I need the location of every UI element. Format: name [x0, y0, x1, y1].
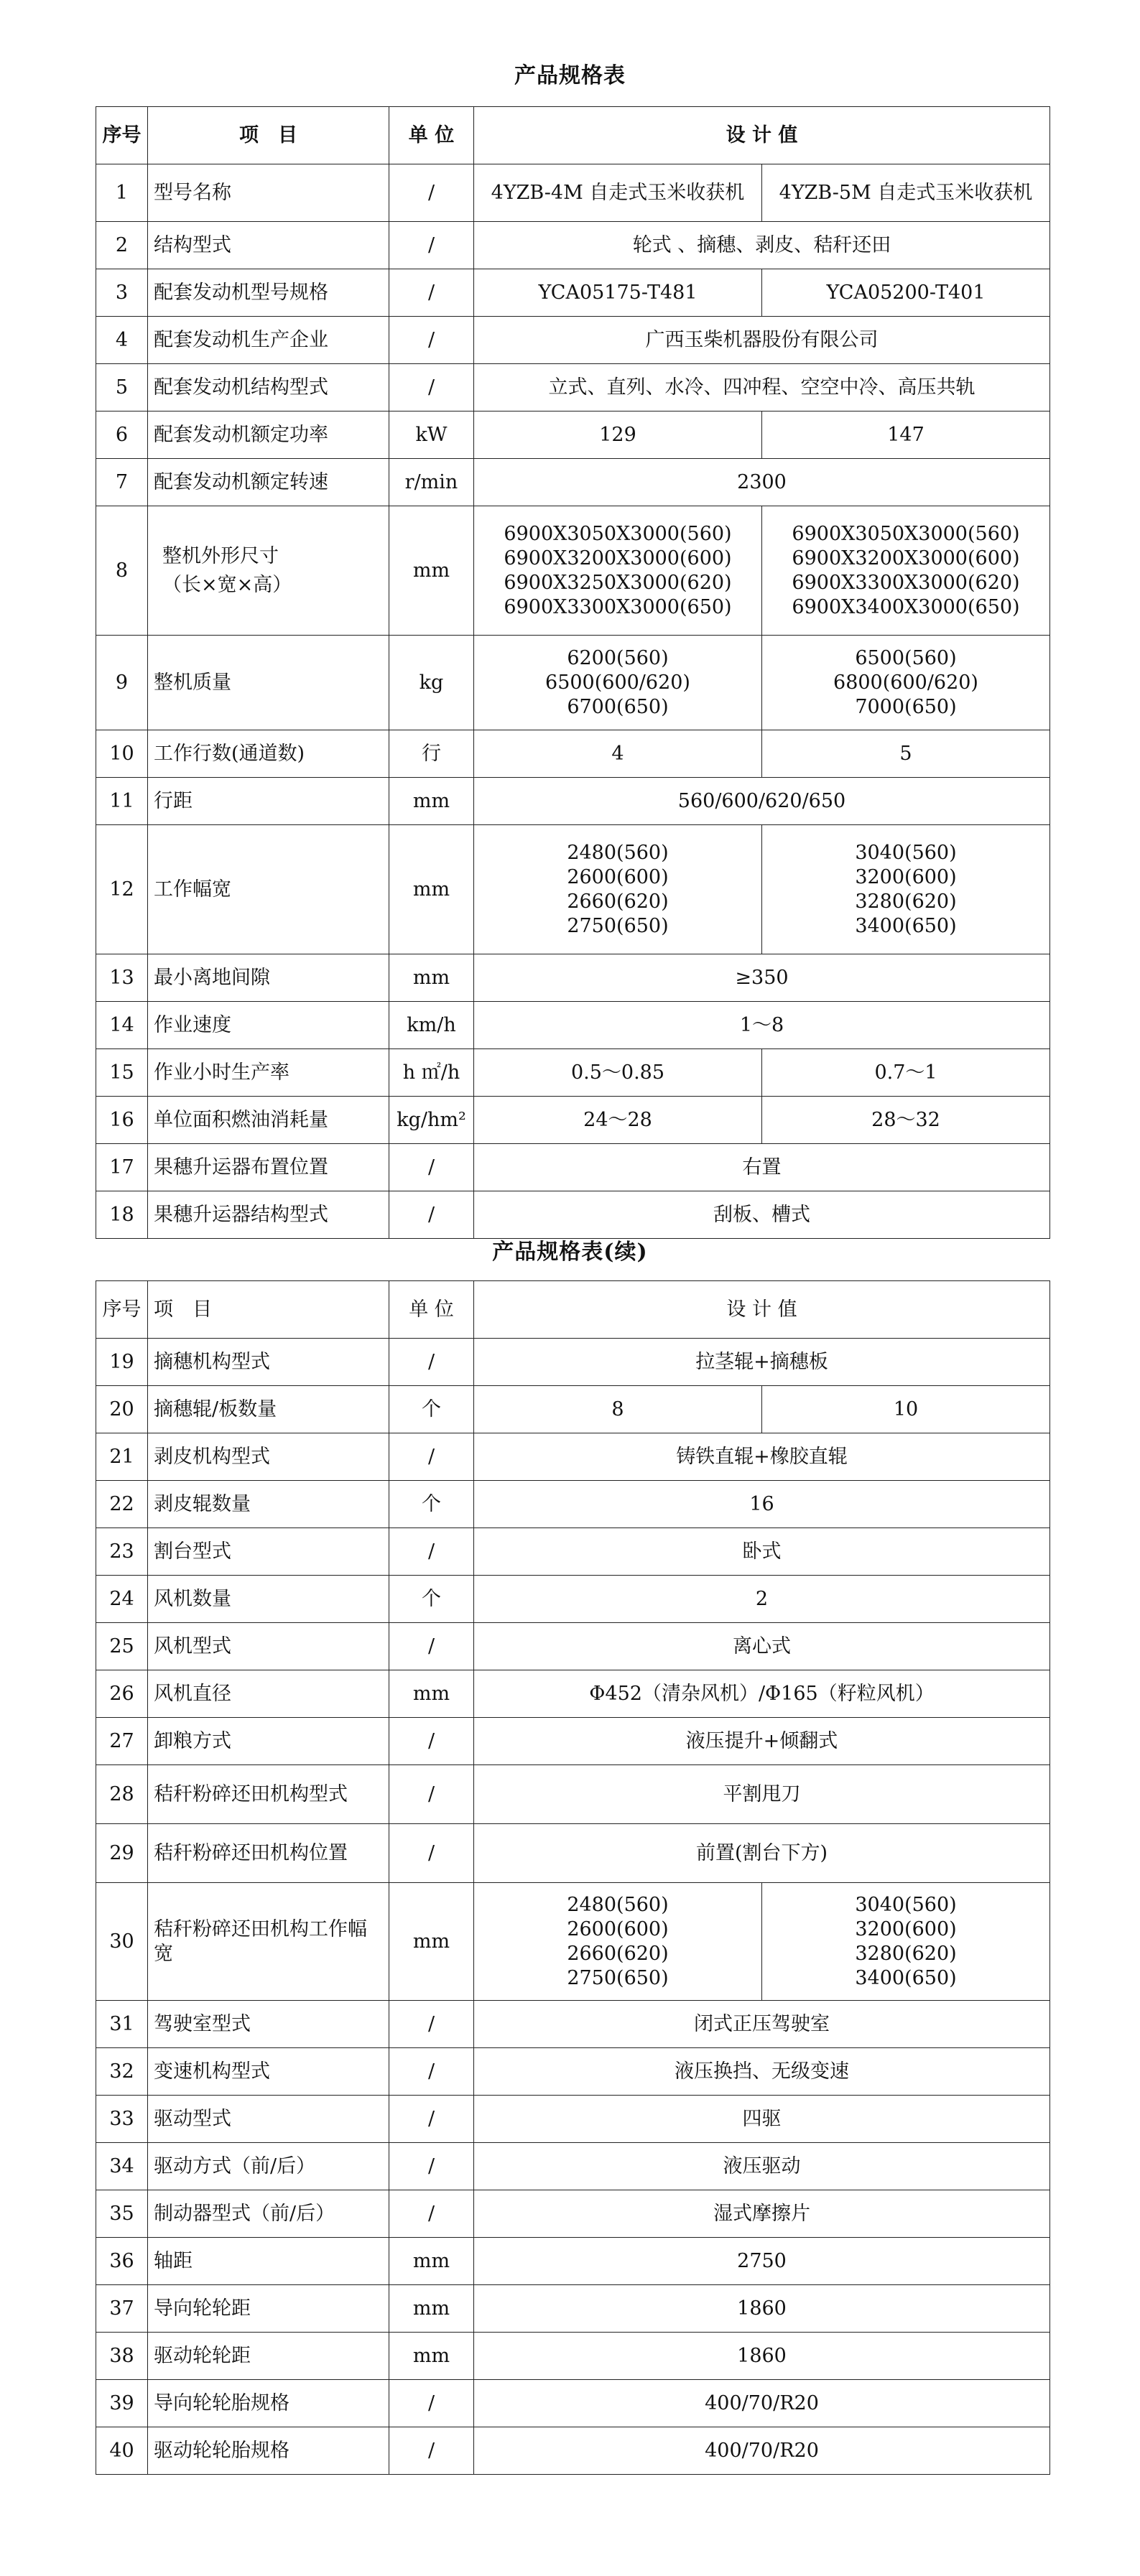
spec-table-continued-body [96, 1281, 1050, 2475]
header-unit: 单 位 [389, 107, 474, 164]
value-merged: 前置(割台下方) [474, 1824, 1050, 1883]
row-number: 15 [96, 1049, 148, 1097]
row-number: 1 [96, 164, 148, 222]
unit: mm [389, 506, 474, 636]
table-title: 产品规格表 [514, 63, 626, 88]
table-row [96, 1191, 1050, 1239]
item-name: 剥皮辊数量 [148, 1481, 389, 1528]
header-no: 序号 [96, 107, 148, 164]
value-line: 6900X3200X3000(600) [792, 547, 1020, 569]
table-row [96, 1528, 1050, 1576]
value-line: 3280(620) [855, 1942, 957, 1965]
value-line: 7000(650) [855, 695, 957, 718]
value-merged: Φ452（清杂风机）/Φ165（籽粒风机） [474, 1670, 1050, 1718]
table-row [96, 1883, 1050, 2001]
unit: mm [389, 954, 474, 1002]
table-row [96, 1670, 1050, 1718]
item-name: 导向轮轮距 [148, 2285, 389, 2333]
table-row [96, 730, 1050, 778]
row-number: 31 [96, 2001, 148, 2048]
value-merged: 液压驱动 [474, 2143, 1050, 2190]
value-line: 3200(600) [855, 865, 957, 888]
unit: kW [389, 411, 474, 459]
item-name: 配套发动机额定转速 [148, 459, 389, 506]
value-model-5m: 5 [762, 730, 1050, 778]
item-name: 作业速度 [148, 1002, 389, 1049]
item-name: 驱动轮轮距 [148, 2333, 389, 2380]
header-row [96, 107, 1050, 164]
unit: / [389, 2380, 474, 2427]
table-row [96, 1097, 1050, 1144]
row-number: 39 [96, 2380, 148, 2427]
item-name: 风机数量 [148, 1576, 389, 1623]
value-line: 6900X3250X3000(620) [504, 571, 732, 594]
row-number: 11 [96, 778, 148, 825]
unit: km/h [389, 1002, 474, 1049]
unit: / [389, 1824, 474, 1883]
unit: / [389, 164, 474, 222]
table-row [96, 2427, 1050, 2475]
value-merged: 广西玉柴机器股份有限公司 [474, 317, 1050, 364]
unit: 行 [389, 730, 474, 778]
value-merged: 右置 [474, 1144, 1050, 1191]
row-number: 22 [96, 1481, 148, 1528]
table-row [96, 1824, 1050, 1883]
value-line: 6700(650) [567, 695, 669, 718]
unit: / [389, 2096, 474, 2143]
header-unit: 单 位 [389, 1281, 474, 1339]
value-line: 6900X3050X3000(560) [792, 522, 1020, 545]
spec-table-body [96, 107, 1050, 1239]
unit: / [389, 2143, 474, 2190]
value-merged: 2300 [474, 459, 1050, 506]
value-merged: 16 [474, 1481, 1050, 1528]
item-name: 配套发动机生产企业 [148, 317, 389, 364]
value-line: 3040(560) [855, 1893, 957, 1916]
value-line: 2600(600) [567, 1917, 669, 1940]
item-name: 果穗升运器布置位置 [148, 1144, 389, 1191]
value-line: 6200(560) [567, 646, 669, 669]
value-merged: 2750 [474, 2238, 1050, 2285]
row-number: 40 [96, 2427, 148, 2475]
header-row [96, 1281, 1050, 1339]
row-number: 21 [96, 1433, 148, 1481]
table-row [96, 1144, 1050, 1191]
unit: / [389, 269, 474, 317]
item-name: 工作幅宽 [148, 825, 389, 954]
table-row [96, 2380, 1050, 2427]
row-number: 12 [96, 825, 148, 954]
item-name: 割台型式 [148, 1528, 389, 1576]
value-line: 2660(620) [567, 1942, 669, 1965]
row-number: 25 [96, 1623, 148, 1670]
value-line: 2600(600) [567, 865, 669, 888]
row-number: 34 [96, 2143, 148, 2190]
value-merged: 1～8 [474, 1002, 1050, 1049]
value-merged: 湿式摩擦片 [474, 2190, 1050, 2238]
unit: mm [389, 1670, 474, 1718]
spec-table-continued [96, 1280, 1050, 2475]
table-row [96, 2333, 1050, 2380]
value-model-4m: 8 [474, 1386, 762, 1433]
row-number: 8 [96, 506, 148, 636]
header-item: 项 目 [148, 107, 389, 164]
value-merged: 400/70/R20 [474, 2427, 1050, 2475]
row-number: 4 [96, 317, 148, 364]
row-number: 20 [96, 1386, 148, 1433]
table-row [96, 459, 1050, 506]
table-row [96, 164, 1050, 222]
unit: / [389, 364, 474, 411]
row-number: 13 [96, 954, 148, 1002]
value-line: 3400(650) [855, 1966, 957, 1989]
unit: r/min [389, 459, 474, 506]
table-row [96, 2096, 1050, 2143]
value-model-5m: YCA05200-T401 [762, 269, 1050, 317]
unit: 个 [389, 1386, 474, 1433]
unit: h ㎡/h [389, 1049, 474, 1097]
row-number: 24 [96, 1576, 148, 1623]
row-number: 2 [96, 222, 148, 269]
value-line: 6800(600/620) [833, 671, 978, 694]
item-name: 导向轮轮胎规格 [148, 2380, 389, 2427]
value-model-4m [474, 825, 762, 954]
value-model-4m: 4YZB-4M 自走式玉米收获机 [474, 164, 762, 222]
item-name: 变速机构型式 [148, 2048, 389, 2096]
value-model-4m [474, 636, 762, 730]
value-merged: 四驱 [474, 2096, 1050, 2143]
value-line: 3200(600) [855, 1917, 957, 1940]
item-name [148, 506, 389, 636]
table-row [96, 222, 1050, 269]
value-line: 6900X3300X3000(650) [504, 595, 732, 618]
value-merged: 液压提升+倾翻式 [474, 1718, 1050, 1765]
unit: 个 [389, 1481, 474, 1528]
table-row [96, 1481, 1050, 1528]
value-merged: 1860 [474, 2285, 1050, 2333]
row-number: 36 [96, 2238, 148, 2285]
row-number: 16 [96, 1097, 148, 1144]
value-line: 2750(650) [567, 914, 669, 937]
item-name: 驱动型式 [148, 2096, 389, 2143]
item-name: 行距 [148, 778, 389, 825]
value-model-5m [762, 506, 1050, 636]
value-line: 6900X3050X3000(560) [504, 522, 732, 545]
item-name: 摘穗辊/板数量 [148, 1386, 389, 1433]
value-model-5m [762, 636, 1050, 730]
item-name: 摘穗机构型式 [148, 1339, 389, 1386]
value-line: 6900X3300X3000(620) [792, 571, 1020, 594]
unit: mm [389, 2285, 474, 2333]
table-row [96, 1718, 1050, 1765]
unit: / [389, 1528, 474, 1576]
item-name: 单位面积燃油消耗量 [148, 1097, 389, 1144]
item-name: 最小离地间隙 [148, 954, 389, 1002]
value-merged: 立式、直列、水冷、四冲程、空空中冷、高压共轨 [474, 364, 1050, 411]
header-item: 项 目 [148, 1281, 389, 1339]
value-merged: 刮板、槽式 [474, 1191, 1050, 1239]
row-number: 18 [96, 1191, 148, 1239]
table-row [96, 2143, 1050, 2190]
item-name: 配套发动机型号规格 [148, 269, 389, 317]
value-model-5m [762, 825, 1050, 954]
value-line: 2750(650) [567, 1966, 669, 1989]
value-line: 6500(600/620) [545, 671, 690, 694]
table-row [96, 2001, 1050, 2048]
value-model-4m: 24～28 [474, 1097, 762, 1144]
unit: / [389, 317, 474, 364]
row-number: 19 [96, 1339, 148, 1386]
spec-table [96, 106, 1050, 1239]
table-row [96, 2285, 1050, 2333]
item-name: 秸秆粉碎还田机构型式 [148, 1765, 389, 1824]
header-value: 设 计 值 [474, 107, 1050, 164]
table-row [96, 954, 1050, 1002]
table-row [96, 1433, 1050, 1481]
unit: mm [389, 778, 474, 825]
unit: 个 [389, 1576, 474, 1623]
value-merged: 离心式 [474, 1623, 1050, 1670]
unit: / [389, 222, 474, 269]
row-number: 14 [96, 1002, 148, 1049]
table-row [96, 1002, 1050, 1049]
unit: kg/hm² [389, 1097, 474, 1144]
unit: / [389, 1191, 474, 1239]
value-model-5m: 0.7～1 [762, 1049, 1050, 1097]
value-model-5m: 4YZB-5M 自走式玉米收获机 [762, 164, 1050, 222]
row-number: 32 [96, 2048, 148, 2096]
unit: / [389, 1433, 474, 1481]
table-row [96, 1386, 1050, 1433]
unit: mm [389, 1883, 474, 2001]
table-row [96, 2190, 1050, 2238]
item-name-line: 整机外形尺寸 [162, 544, 279, 567]
item-name: 工作行数(通道数) [148, 730, 389, 778]
value-line: 6900X3400X3000(650) [792, 595, 1020, 618]
item-name: 果穗升运器结构型式 [148, 1191, 389, 1239]
value-line: 2660(620) [567, 890, 669, 913]
row-number: 28 [96, 1765, 148, 1824]
table-row [96, 1049, 1050, 1097]
row-number: 29 [96, 1824, 148, 1883]
item-name: 驱动方式（前/后） [148, 2143, 389, 2190]
item-name: 秸秆粉碎还田机构位置 [148, 1824, 389, 1883]
header-value: 设 计 值 [474, 1281, 1050, 1339]
value-merged: 560/600/620/650 [474, 778, 1050, 825]
table-row [96, 1576, 1050, 1623]
item-name: 结构型式 [148, 222, 389, 269]
value-merged: 轮式 、摘穗、剥皮、秸秆还田 [474, 222, 1050, 269]
item-name: 卸粮方式 [148, 1718, 389, 1765]
header-no: 序号 [96, 1281, 148, 1339]
value-merged: 卧式 [474, 1528, 1050, 1576]
table-row [96, 317, 1050, 364]
table-title-continued: 产品规格表(续) [492, 1240, 648, 1265]
item-name: 轴距 [148, 2238, 389, 2285]
row-number: 33 [96, 2096, 148, 2143]
row-number: 27 [96, 1718, 148, 1765]
table-row [96, 778, 1050, 825]
row-number: 5 [96, 364, 148, 411]
item-name: 驾驶室型式 [148, 2001, 389, 2048]
row-number: 7 [96, 459, 148, 506]
table-row [96, 269, 1050, 317]
row-number: 30 [96, 1883, 148, 2001]
item-name: 制动器型式（前/后） [148, 2190, 389, 2238]
value-model-5m: 28～32 [762, 1097, 1050, 1144]
unit: / [389, 1623, 474, 1670]
item-name: 型号名称 [148, 164, 389, 222]
item-name: 风机直径 [148, 1670, 389, 1718]
value-model-4m: YCA05175-T481 [474, 269, 762, 317]
value-merged: 平割甩刀 [474, 1765, 1050, 1824]
table-row [96, 411, 1050, 459]
table-row [96, 1765, 1050, 1824]
value-merged: 400/70/R20 [474, 2380, 1050, 2427]
value-line: 6500(560) [855, 646, 957, 669]
row-number: 23 [96, 1528, 148, 1576]
value-model-4m: 0.5～0.85 [474, 1049, 762, 1097]
item-name: 风机型式 [148, 1623, 389, 1670]
value-line: 2480(560) [567, 841, 669, 864]
row-number: 10 [96, 730, 148, 778]
unit: mm [389, 2333, 474, 2380]
value-model-5m: 147 [762, 411, 1050, 459]
item-name: 驱动轮轮胎规格 [148, 2427, 389, 2475]
unit: mm [389, 2238, 474, 2285]
value-merged: 2 [474, 1576, 1050, 1623]
table-row [96, 2048, 1050, 2096]
unit: / [389, 1144, 474, 1191]
table-row [96, 1623, 1050, 1670]
table-row [96, 1339, 1050, 1386]
row-number: 6 [96, 411, 148, 459]
table-row [96, 825, 1050, 954]
item-name: 剥皮机构型式 [148, 1433, 389, 1481]
unit: kg [389, 636, 474, 730]
value-model-4m [474, 506, 762, 636]
row-number: 37 [96, 2285, 148, 2333]
item-name: 整机质量 [148, 636, 389, 730]
unit: mm [389, 825, 474, 954]
table-row [96, 364, 1050, 411]
item-name: 作业小时生产率 [148, 1049, 389, 1097]
value-merged: 液压换挡、无级变速 [474, 2048, 1050, 2096]
table-row [96, 636, 1050, 730]
value-merged: ≥350 [474, 954, 1050, 1002]
unit: / [389, 1339, 474, 1386]
value-line: 3280(620) [855, 890, 957, 913]
unit: / [389, 2048, 474, 2096]
item-name: 配套发动机结构型式 [148, 364, 389, 411]
row-number: 17 [96, 1144, 148, 1191]
value-model-5m: 10 [762, 1386, 1050, 1433]
row-number: 35 [96, 2190, 148, 2238]
value-line: 2480(560) [567, 1893, 669, 1916]
table-row [96, 2238, 1050, 2285]
row-number: 38 [96, 2333, 148, 2380]
row-number: 9 [96, 636, 148, 730]
value-line: 3400(650) [855, 914, 957, 937]
unit: / [389, 1765, 474, 1824]
value-merged: 1860 [474, 2333, 1050, 2380]
item-name: 秸秆粉碎还田机构工作幅宽 [148, 1883, 389, 2001]
value-model-4m: 129 [474, 411, 762, 459]
unit: / [389, 2427, 474, 2475]
unit: / [389, 2190, 474, 2238]
value-merged: 铸铁直辊+橡胶直辊 [474, 1433, 1050, 1481]
item-name-line: （长×宽×高） [162, 573, 292, 596]
value-line: 3040(560) [855, 841, 957, 864]
table-row [96, 506, 1050, 636]
value-merged: 闭式正压驾驶室 [474, 2001, 1050, 2048]
value-merged: 拉茎辊+摘穗板 [474, 1339, 1050, 1386]
row-number: 3 [96, 269, 148, 317]
value-model-4m [474, 1883, 762, 2001]
item-name: 配套发动机额定功率 [148, 411, 389, 459]
unit: / [389, 2001, 474, 2048]
value-model-5m [762, 1883, 1050, 2001]
unit: / [389, 1718, 474, 1765]
row-number: 26 [96, 1670, 148, 1718]
value-model-4m: 4 [474, 730, 762, 778]
value-line: 6900X3200X3000(600) [504, 547, 732, 569]
